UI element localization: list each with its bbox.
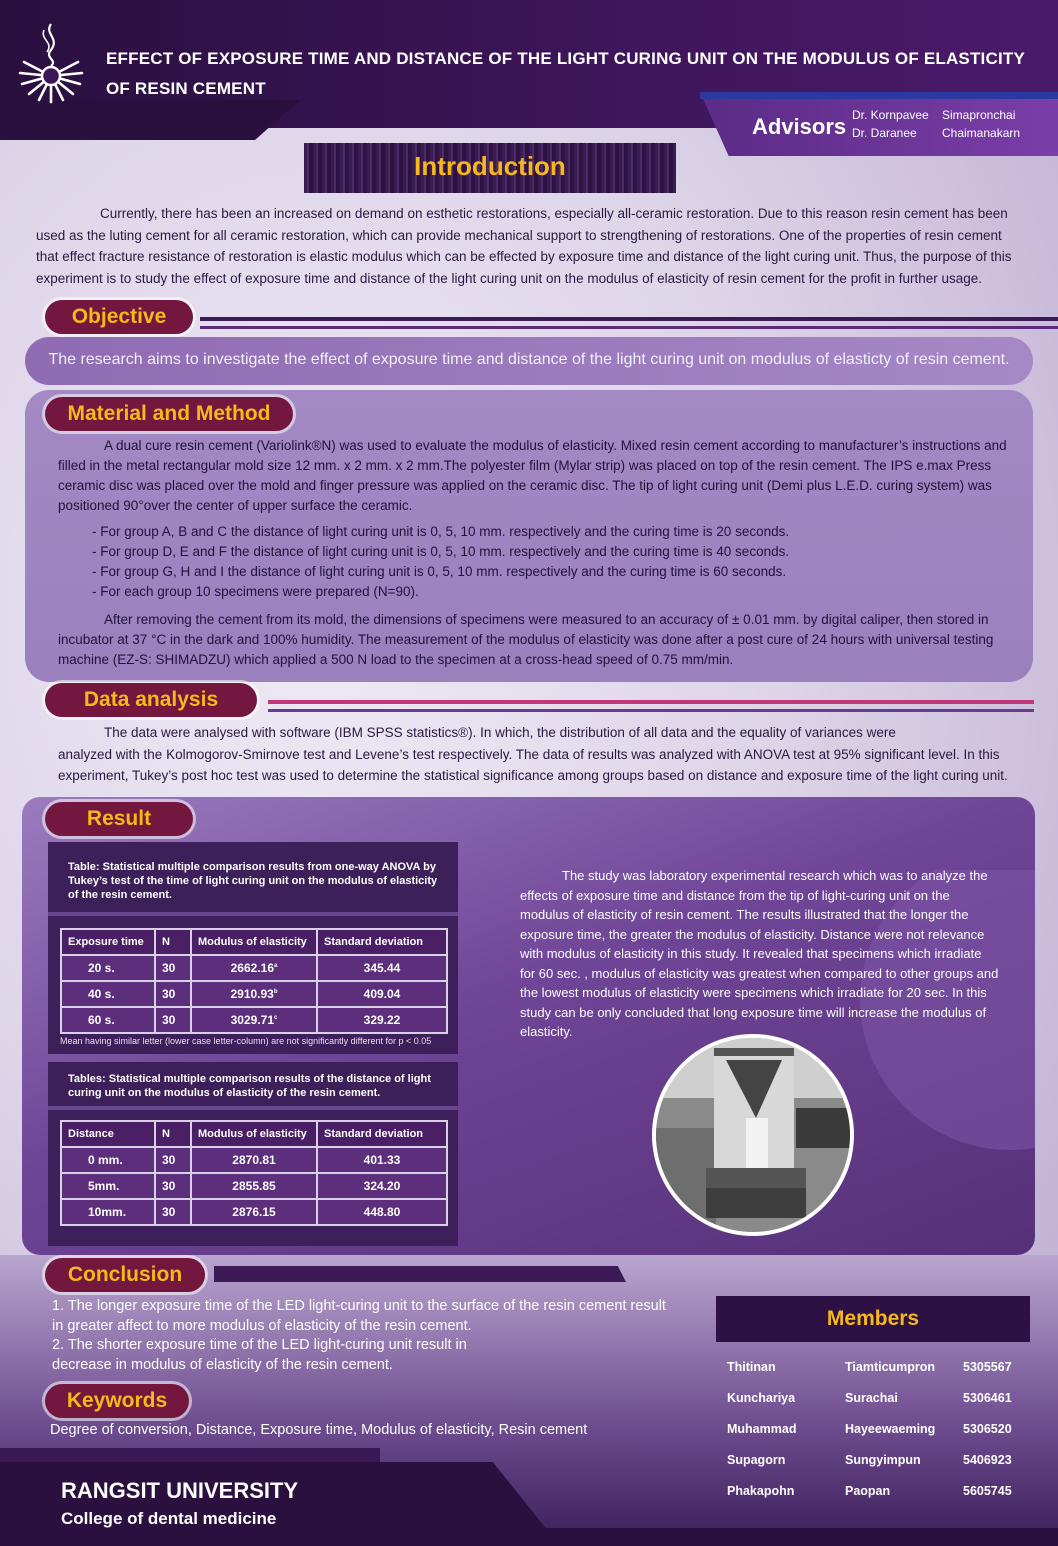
table-cell: 40 s. <box>61 981 155 1007</box>
table-cell: 345.44 <box>317 955 447 981</box>
member-id: 5306461 <box>963 1391 1012 1405</box>
method-bullet: - For each group 10 specimens were prepared (N=90). <box>92 584 419 599</box>
table-cell: 30 <box>155 981 191 1007</box>
modulus-value: 2910.93 <box>230 987 274 1001</box>
table2-header-cell: Standard deviation <box>317 1121 447 1147</box>
member-id: 5605745 <box>963 1484 1012 1498</box>
method-bullet: - For group A, B and C the distance of light curing unit is 0, 5, 10 mm. respectively and the curing time is 20 seconds. <box>92 524 790 539</box>
table-cell: 20 s. <box>61 955 155 981</box>
table-cell: 10mm. <box>61 1199 155 1225</box>
conclusion-line: in greater affect to more modulus of elasticity of the resin cement. <box>52 1317 472 1334</box>
table-row <box>61 1173 447 1199</box>
member-id: 5305567 <box>963 1360 1012 1374</box>
table2-caption: Tables: Statistical multiple comparison results of the distance of light curing unit on the modulus of elasticity of the resin cement. <box>68 1073 431 1099</box>
table-row <box>61 955 447 981</box>
table-cell: 324.20 <box>317 1173 447 1199</box>
method-bullet: - For group G, H and I the distance of light curing unit is 0, 5, 10 mm. respectively and the curing time is 60 seconds. <box>92 564 787 579</box>
significance-letter: b <box>273 989 278 995</box>
table-cell: 409.04 <box>317 981 447 1007</box>
university-logo-icon <box>14 16 88 106</box>
table2-divider <box>48 1106 458 1110</box>
table-cell <box>191 1007 317 1033</box>
table-cell: 401.33 <box>317 1147 447 1173</box>
table-cell: 329.22 <box>317 1007 447 1033</box>
objective-heading: Objective <box>45 300 193 334</box>
member-last-name: Tiamticumpron <box>845 1360 936 1374</box>
member-first-name: Supagorn <box>727 1453 786 1467</box>
conclusion-line: decrease in modulus of elasticity of the resin cement. <box>52 1356 393 1373</box>
bottom-strip <box>0 1528 1058 1546</box>
table-cell: 0 mm. <box>61 1147 155 1173</box>
table1-note: Mean having similar letter (lower case letter-column) are not significantly different for p < 0.05 <box>60 1036 432 1046</box>
data-analysis-rule-2 <box>268 709 1034 712</box>
conclusion-heading: Conclusion <box>45 1258 205 1292</box>
table-cell: 448.80 <box>317 1199 447 1225</box>
table-cell <box>191 981 317 1007</box>
member-first-name: Thitinan <box>727 1360 776 1374</box>
table-row <box>61 981 447 1007</box>
method-paragraph-2: After removing the cement from its mold, the dimensions of specimens were measured to an accuracy of ± 0.01 mm. by digital caliper, then stored in incubator at 37 °C in the dark and 100% humidity. The measurement of the modulus of elasticity was done after a post cure of 24 hours with universal testing machine (EZ-S: SHIMADZU) which applied a 500 N load to the specimen at a cross-head speed of 0.75 mm/min. <box>58 612 994 667</box>
member-first-name: Kunchariya <box>727 1391 796 1405</box>
table1-caption: Table: Statistical multiple comparison results from one-way ANOVA by Tukey’s test of the time of light curing unit on the modulus of elasticity of the resin cement. <box>68 861 438 901</box>
conclusion-line: 2. The shorter exposure time of the LED light-curing unit result in <box>52 1337 467 1353</box>
objective-rule-2 <box>200 326 1058 329</box>
member-last-name: Paopan <box>845 1484 891 1498</box>
data-analysis-rule <box>268 700 1034 704</box>
table2 <box>60 1120 448 1226</box>
conclusion-line: 1. The longer exposure time of the LED light-curing unit to the surface of the resin cement result <box>52 1298 666 1314</box>
advisors-label: Advisors <box>752 114 847 139</box>
advisor-1-last: Simapronchai <box>942 108 1016 122</box>
testing-machine-icon <box>656 1038 850 1232</box>
table2-header-cell: Modulus of elasticity <box>191 1121 317 1147</box>
table2-header-row <box>61 1121 447 1147</box>
footer-accent <box>0 1448 380 1462</box>
table1-header-cell: Modulus of elasticity <box>191 929 317 955</box>
table1-header-cell: Standard deviation <box>317 929 447 955</box>
table-cell: 5mm. <box>61 1173 155 1199</box>
objective-text: The research aims to investigate the effect of exposure time and distance of the light curing unit on modulus of elasticty of resin cement. <box>48 351 1010 368</box>
member-id: 5406923 <box>963 1453 1012 1467</box>
title-line-1: EFFECT OF EXPOSURE TIME AND DISTANCE OF THE LIGHT CURING UNIT ON THE MODULUS OF ELASTICITY <box>106 49 1025 68</box>
table-row <box>61 1147 447 1173</box>
modulus-value: 3029.71 <box>230 1013 275 1027</box>
introduction-title: Introduction <box>414 151 566 181</box>
data-analysis-text <box>58 722 1008 787</box>
table1 <box>60 928 448 1034</box>
introduction-text: Currently, there has been an increased on demand on esthetic restorations, especially all-ceramic restoration. Due to this reason resin cement has been used as the luting cement for all ceramic restoration, which can provide mechanical support to strengthening of restorations. One of the properties of resin cement that effect fracture resistance of restoration is elastic modulus which can be effected by exposure time and distance of the light curing unit. Thus, the purpose of this experiment is to study the effect of exposure time and distance of the light curing unit on the modulus of elasticity of resin cement for the profit in further usage. <box>36 206 1012 286</box>
method-bullets <box>92 522 1012 602</box>
significance-letter: c <box>274 1015 278 1021</box>
table-cell: 30 <box>155 1147 191 1173</box>
table-cell <box>191 955 317 981</box>
table1-header-cell: Exposure time <box>61 929 155 955</box>
table1-divider <box>48 912 458 916</box>
keywords-heading: Keywords <box>45 1384 189 1418</box>
table-cell: 60 s. <box>61 1007 155 1033</box>
table-row <box>61 1007 447 1033</box>
table-cell: 2876.15 <box>191 1199 317 1225</box>
data-analysis-line-2: analyzed with the Kolmogorov-Smirnove test and Levene’s test respectively. The data of results was analyzed with ANOVA test at 95% significant level. In this experiment, Tukey’s post hoc test was used to determine the statistical significance among groups based on distance and exposure time of the light curing unit. <box>58 746 1008 783</box>
member-id: 5306520 <box>963 1422 1012 1436</box>
advisor-2-last: Chaimanakarn <box>942 126 1021 140</box>
members-title: Members <box>826 1307 920 1330</box>
keywords-text: Degree of conversion, Distance, Exposure time, Modulus of elasticity, Resin cement <box>50 1422 588 1438</box>
modulus-value: 2662.16 <box>230 961 275 975</box>
advisor-1-first: Dr. Kornpavee <box>852 108 929 122</box>
data-analysis-line-1: The data were analysed with software (IBM SPSS statistics®). In which, the distribution of all data and the equality of variances were <box>104 725 896 740</box>
table-row <box>61 1199 447 1225</box>
result-heading: Result <box>45 802 193 836</box>
member-last-name: Hayeewaeming <box>845 1422 936 1436</box>
table2-header-cell: Distance <box>61 1121 155 1147</box>
member-first-name: Phakapohn <box>727 1484 795 1498</box>
conclusion-text <box>52 1297 712 1375</box>
header-band-tab <box>0 100 300 140</box>
testing-machine-photo <box>656 1038 850 1232</box>
objective-rule <box>200 317 1058 321</box>
member-first-name: Muhammad <box>727 1422 797 1436</box>
table-cell: 2855.85 <box>191 1173 317 1199</box>
significance-letter: a <box>274 963 278 969</box>
university-name: RANGSIT UNIVERSITY <box>61 1478 299 1503</box>
table1-header-row <box>61 929 447 955</box>
table-cell: 30 <box>155 1007 191 1033</box>
method-bullet: - For group D, E and F the distance of light curing unit is 0, 5, 10 mm. respectively and the curing time is 40 seconds. <box>92 544 790 559</box>
member-last-name: Sungyimpun <box>845 1453 921 1467</box>
member-last-name: Surachai <box>845 1391 898 1405</box>
result-text: The study was laboratory experimental research which was to analyze the effects of exposure time and distance from the tip of light-curing unit on the modulus of elasticity of resin cement. The results illustrated that the longer the exposure time, the greater the modulus of elasticity. Distance were not relevance with modulus of elasticity in this study. It revealed that specimens which irradiate for 60 sec. , modulus of elasticity was greatest when compared to other groups and the lowest modulus of elasticity were specimens which irradiate for 20 sec. In this study can be only concluded that long exposure time will increase the modulus of elasticity. <box>520 868 999 1039</box>
advisor-2-first: Dr. Daranee <box>852 126 917 140</box>
college-name: College of dental medicine <box>61 1509 277 1528</box>
method-heading: Material and Method <box>45 397 293 431</box>
poster-title <box>106 44 1046 104</box>
table-cell: 2870.81 <box>191 1147 317 1173</box>
table-cell: 30 <box>155 955 191 981</box>
title-line-2: OF RESIN CEMENT <box>106 79 266 98</box>
data-analysis-heading: Data analysis <box>45 683 257 717</box>
conclusion-rule <box>214 1266 626 1282</box>
table2-header-cell: N <box>155 1121 191 1147</box>
table-cell: 30 <box>155 1199 191 1225</box>
table-cell: 30 <box>155 1173 191 1199</box>
method-paragraph-1: A dual cure resin cement (Variolink®N) was used to evaluate the modulus of elasticity. Mixed resin cement according to manufacturer’s instructions and filled in the metal rectangular mold size 12 mm. x 2 mm. x 2 mm.The polyester film (Mylar strip) was placed on top of the resin cement. The IPS e.max Press ceramic disc was placed over the mold and finger pressure was applied on the ceramic disc. The tip of light curing unit (Demi plus L.E.D. curing system) was positioned 90°over the center of upper surface the ceramic. <box>58 438 1007 513</box>
table1-header-cell: N <box>155 929 191 955</box>
